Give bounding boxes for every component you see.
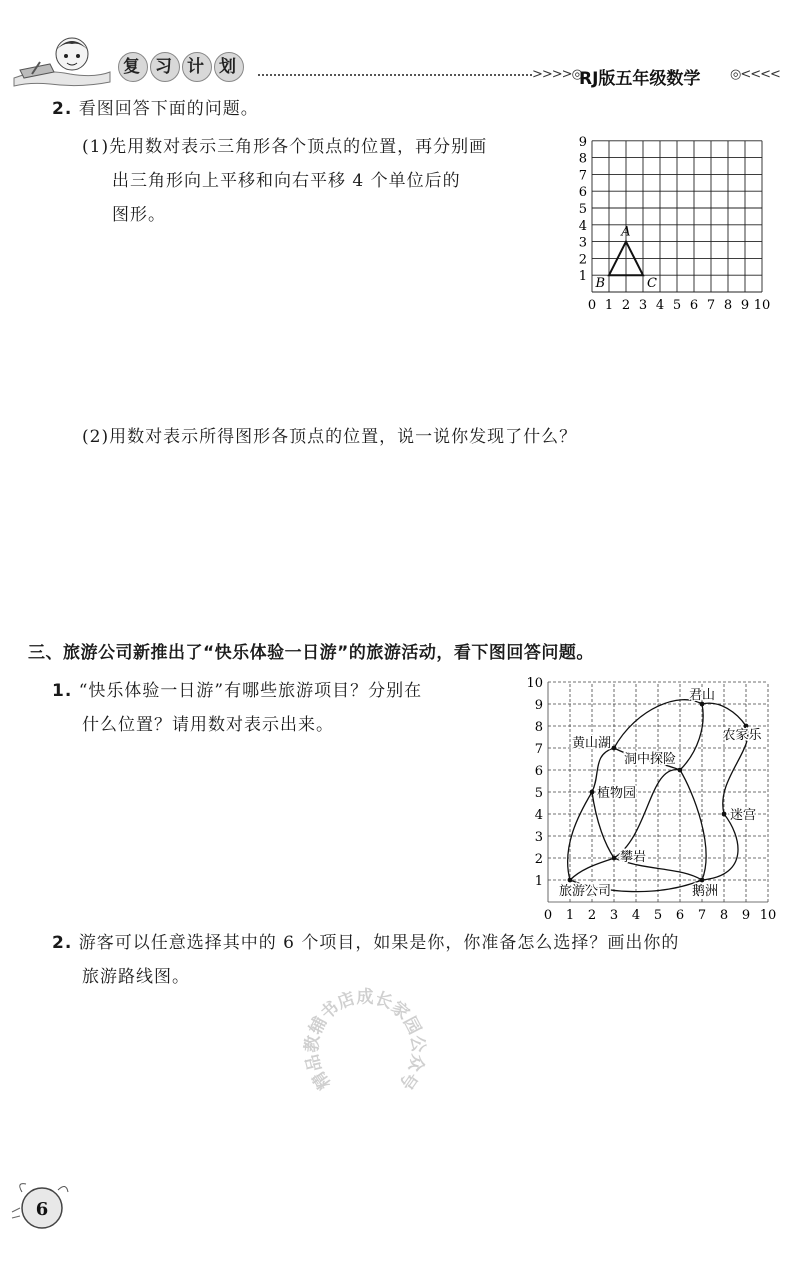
place-label: 鹅洲 [692, 884, 719, 899]
text-line: 什么位置？请用数对表示出来。 [82, 715, 334, 735]
place-point [612, 746, 617, 751]
y-tick-label: 4 [534, 808, 543, 823]
question-text: 看图回答下面的问题。 [78, 99, 259, 119]
x-tick-label: 10 [759, 908, 777, 923]
y-tick-label: 7 [534, 742, 543, 757]
x-tick-label: 1 [565, 908, 575, 923]
page-number-badge [8, 1178, 80, 1234]
place-label: 洞中探险 [623, 752, 676, 767]
grade-label: RJ版五年级数学 [579, 69, 701, 89]
x-tick-label: 6 [675, 908, 685, 923]
watermark-stamp [290, 978, 440, 1128]
watermark-char: 书 [317, 997, 344, 1024]
y-tick-label: 6 [578, 185, 587, 201]
page-number: 6 [35, 1199, 49, 1220]
section-3-heading: 三、旅游公司新推出了“快乐体验一日游”的旅游活动，看下图回答问题。 [28, 643, 594, 663]
text-line: (1)先用数对表示三角形各个顶点的位置，再分别画 [82, 137, 488, 157]
watermark-char: 号 [394, 1067, 422, 1093]
x-tick-label: 9 [740, 298, 750, 313]
x-tick-label: 3 [638, 298, 648, 313]
route-path [592, 792, 614, 858]
brand-char: 复 [118, 52, 148, 82]
place-label: 黄山湖 [571, 736, 611, 751]
place-label: 君山 [688, 688, 716, 703]
question-2-part2: (2)用数对表示所得图形各顶点的位置，说一说你发现了什么？ [82, 427, 578, 447]
tour-map-chart [522, 672, 784, 924]
grid-lines [592, 141, 762, 292]
question-number: 2. [52, 99, 73, 119]
x-tick-label: 4 [655, 298, 665, 313]
brand-char: 习 [150, 52, 180, 82]
y-tick-label: 2 [534, 852, 543, 867]
place-label: 迷宫 [730, 808, 757, 823]
axis-labels [579, 135, 771, 313]
vertex-label: C [647, 276, 657, 292]
watermark-char: 长 [372, 988, 396, 1014]
grid-triangle-chart [566, 132, 780, 322]
y-tick-label: 1 [578, 269, 587, 285]
mascot-illustration [10, 34, 114, 94]
section-3-question-1 [52, 674, 422, 742]
x-tick-label: 3 [609, 908, 619, 923]
question-2-part1 [82, 130, 487, 232]
text-line: “快乐体验一日游”有哪些旅游项目？分别在 [78, 681, 423, 701]
place-label: 旅游公司 [559, 884, 612, 899]
watermark-char: 公 [406, 1034, 429, 1054]
place-label: 攀岩 [620, 850, 647, 865]
watermark-char: 成 [356, 987, 374, 1008]
watermark-char: 园 [398, 1013, 425, 1038]
x-tick-label: 2 [587, 908, 597, 923]
brand-title [118, 52, 246, 82]
brand-char: 划 [214, 52, 244, 82]
x-tick-label: 6 [689, 298, 699, 313]
x-tick-label: 0 [587, 298, 597, 313]
place-label: 农家乐 [722, 728, 762, 743]
y-tick-label: 5 [578, 202, 587, 217]
text-line: 旅游路线图。 [82, 967, 190, 987]
y-tick-label: 3 [578, 235, 587, 251]
x-tick-label: 7 [697, 908, 707, 923]
y-tick-label: 3 [534, 830, 543, 845]
y-tick-label: 1 [534, 874, 543, 889]
text-line: 游客可以任意选择其中的 6 个项目，如果是你，你准备怎么选择？画出你的 [78, 933, 680, 953]
arrows-right: ◎<<<< [730, 67, 780, 82]
question-number: 1. [52, 681, 73, 701]
text-line: 图形。 [112, 205, 166, 225]
y-tick-label: 10 [526, 676, 543, 691]
watermark-char: 众 [404, 1052, 428, 1074]
header-divider [258, 74, 532, 76]
place-point [568, 878, 573, 883]
y-tick-label: 8 [578, 151, 587, 167]
watermark-char: 店 [334, 988, 358, 1014]
y-tick-label: 8 [534, 720, 543, 735]
y-tick-label: 7 [578, 168, 587, 184]
y-tick-label: 4 [578, 218, 587, 234]
question-2-intro [52, 92, 259, 126]
y-tick-label: 6 [534, 764, 543, 779]
x-tick-label: 5 [672, 298, 682, 313]
x-tick-label: 8 [719, 908, 729, 923]
place-point [678, 768, 683, 773]
place-point [590, 790, 595, 795]
x-tick-label: 7 [706, 298, 716, 313]
x-tick-label: 5 [653, 908, 663, 923]
text-line: 出三角形向上平移和向右平移 4 个单位后的 [112, 171, 461, 191]
y-tick-label: 5 [534, 786, 543, 801]
vertex-label: A [621, 224, 631, 240]
y-tick-label: 9 [578, 134, 587, 150]
vertex-label: B [595, 276, 605, 292]
x-tick-label: 8 [723, 298, 733, 313]
x-tick-label: 2 [621, 298, 631, 313]
place-point [700, 878, 705, 883]
place-point [612, 856, 617, 861]
y-tick-label: 9 [534, 698, 543, 713]
x-tick-label: 9 [741, 908, 751, 923]
x-tick-label: 4 [631, 908, 641, 923]
x-tick-label: 1 [604, 298, 614, 313]
question-number: 2. [52, 933, 73, 953]
watermark-char: 辅 [305, 1013, 332, 1038]
watermark-char: 品 [302, 1052, 326, 1074]
watermark-char: 精 [308, 1067, 336, 1093]
place-point [722, 812, 727, 817]
x-tick-label: 0 [543, 908, 553, 923]
arrows-left: >>>>◎ [532, 67, 582, 82]
y-tick-label: 2 [578, 252, 587, 268]
brand-char: 计 [182, 52, 212, 82]
watermark-char: 家 [386, 997, 413, 1024]
x-tick-label: 10 [753, 298, 771, 313]
watermark-char: 教 [301, 1034, 324, 1054]
place-label: 植物园 [597, 786, 637, 801]
